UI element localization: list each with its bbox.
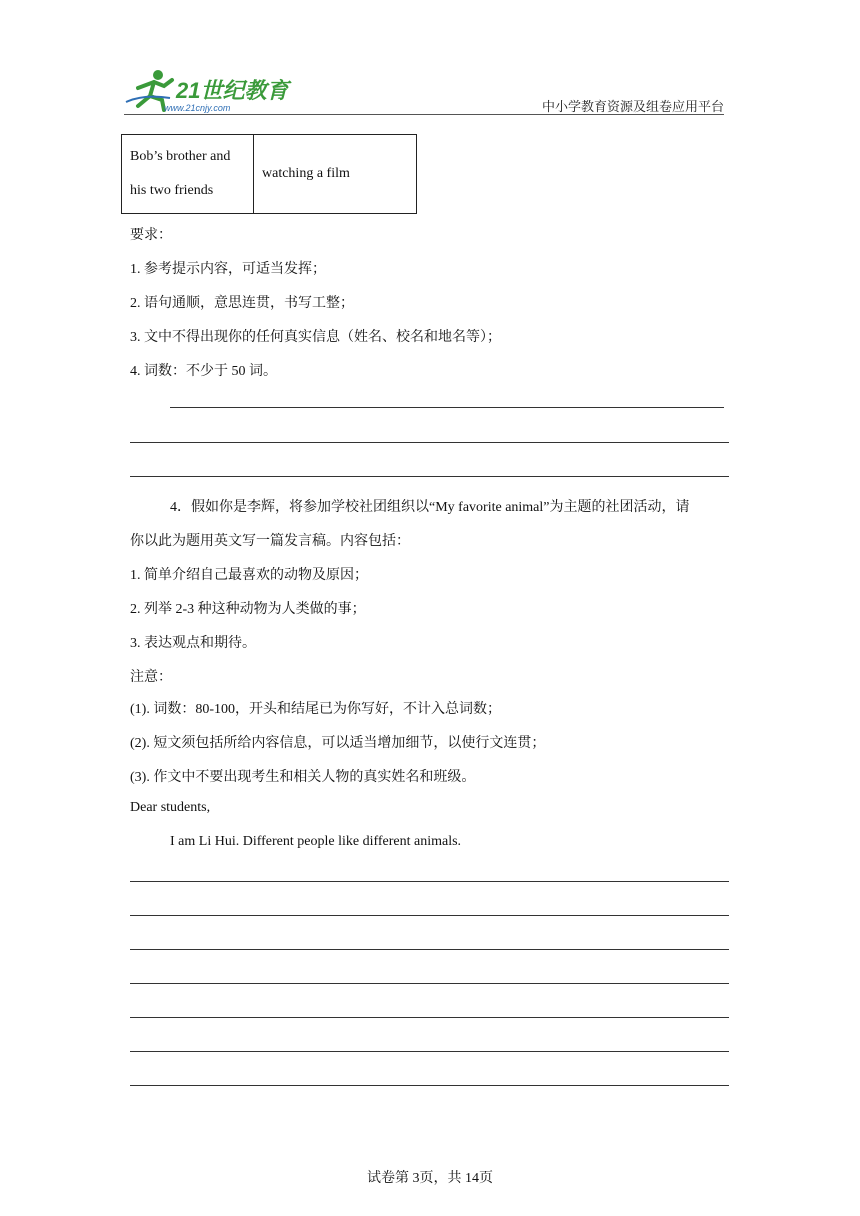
answer-line[interactable] — [130, 1017, 729, 1018]
header-divider — [124, 114, 724, 115]
requirement-item: 1. 参考提示内容，可适当发挥； — [130, 262, 326, 277]
requirement-item: 3. 文中不得出现你的任何真实信息（姓名、校名和地名等）； — [130, 330, 501, 345]
note-item: (3). 作文中不要出现考生和相关人物的真实姓名和班级。 — [130, 770, 476, 785]
answer-line[interactable] — [130, 442, 729, 443]
requirements-title: 要求： — [130, 228, 172, 243]
content-item: 1. 简单介绍自己最喜欢的动物及原因； — [130, 568, 368, 583]
logo-main-text: 21世纪教育 — [176, 78, 289, 103]
answer-line[interactable] — [170, 407, 724, 408]
table-cell-who: Bob’s brother and his two friends — [122, 135, 254, 214]
requirement-item: 2. 语句通顺，意思连贯，书写工整； — [130, 296, 354, 311]
answer-line[interactable] — [130, 1051, 729, 1052]
table-cell-activity: watching a film — [254, 135, 417, 214]
note-item: (1). 词数：80-100，开头和结尾已为你写好，不计入总词数； — [130, 702, 501, 717]
activity-table — [121, 134, 417, 214]
task4-intro-line1: 4．假如你是李辉，将参加学校社团组织以“My favorite animal”为主题的社团活动，请 — [170, 500, 690, 515]
letter-greeting: Dear students, — [130, 800, 211, 815]
content-item: 3. 表达观点和期待。 — [130, 636, 256, 651]
notes-title: 注意： — [130, 670, 172, 685]
table-row — [122, 135, 417, 214]
content-item: 2. 列举 2-3 种这种动物为人类做的事； — [130, 602, 366, 617]
answer-line[interactable] — [130, 881, 729, 882]
answer-line[interactable] — [130, 983, 729, 984]
logo-url-text: www.21cnjy.com — [164, 103, 231, 113]
answer-line[interactable] — [130, 476, 729, 477]
requirement-item: 4. 词数：不少于 50 词。 — [130, 364, 277, 379]
answer-line[interactable] — [130, 949, 729, 950]
page-number: 试卷第 3页，共 14页 — [367, 1171, 493, 1186]
logo-21cnjy — [124, 68, 294, 114]
note-item: (2). 短文须包括所给内容信息，可以适当增加细节，以使行文连贯； — [130, 736, 546, 751]
answer-line[interactable] — [130, 915, 729, 916]
task4-intro-line2: 你以此为题用英文写一篇发言稿。内容包括： — [130, 534, 410, 549]
answer-line[interactable] — [130, 1085, 729, 1086]
platform-label: 中小学教育资源及组卷应用平台 — [541, 99, 724, 114]
letter-opening: I am Li Hui. Different people like different animals. — [170, 834, 462, 849]
